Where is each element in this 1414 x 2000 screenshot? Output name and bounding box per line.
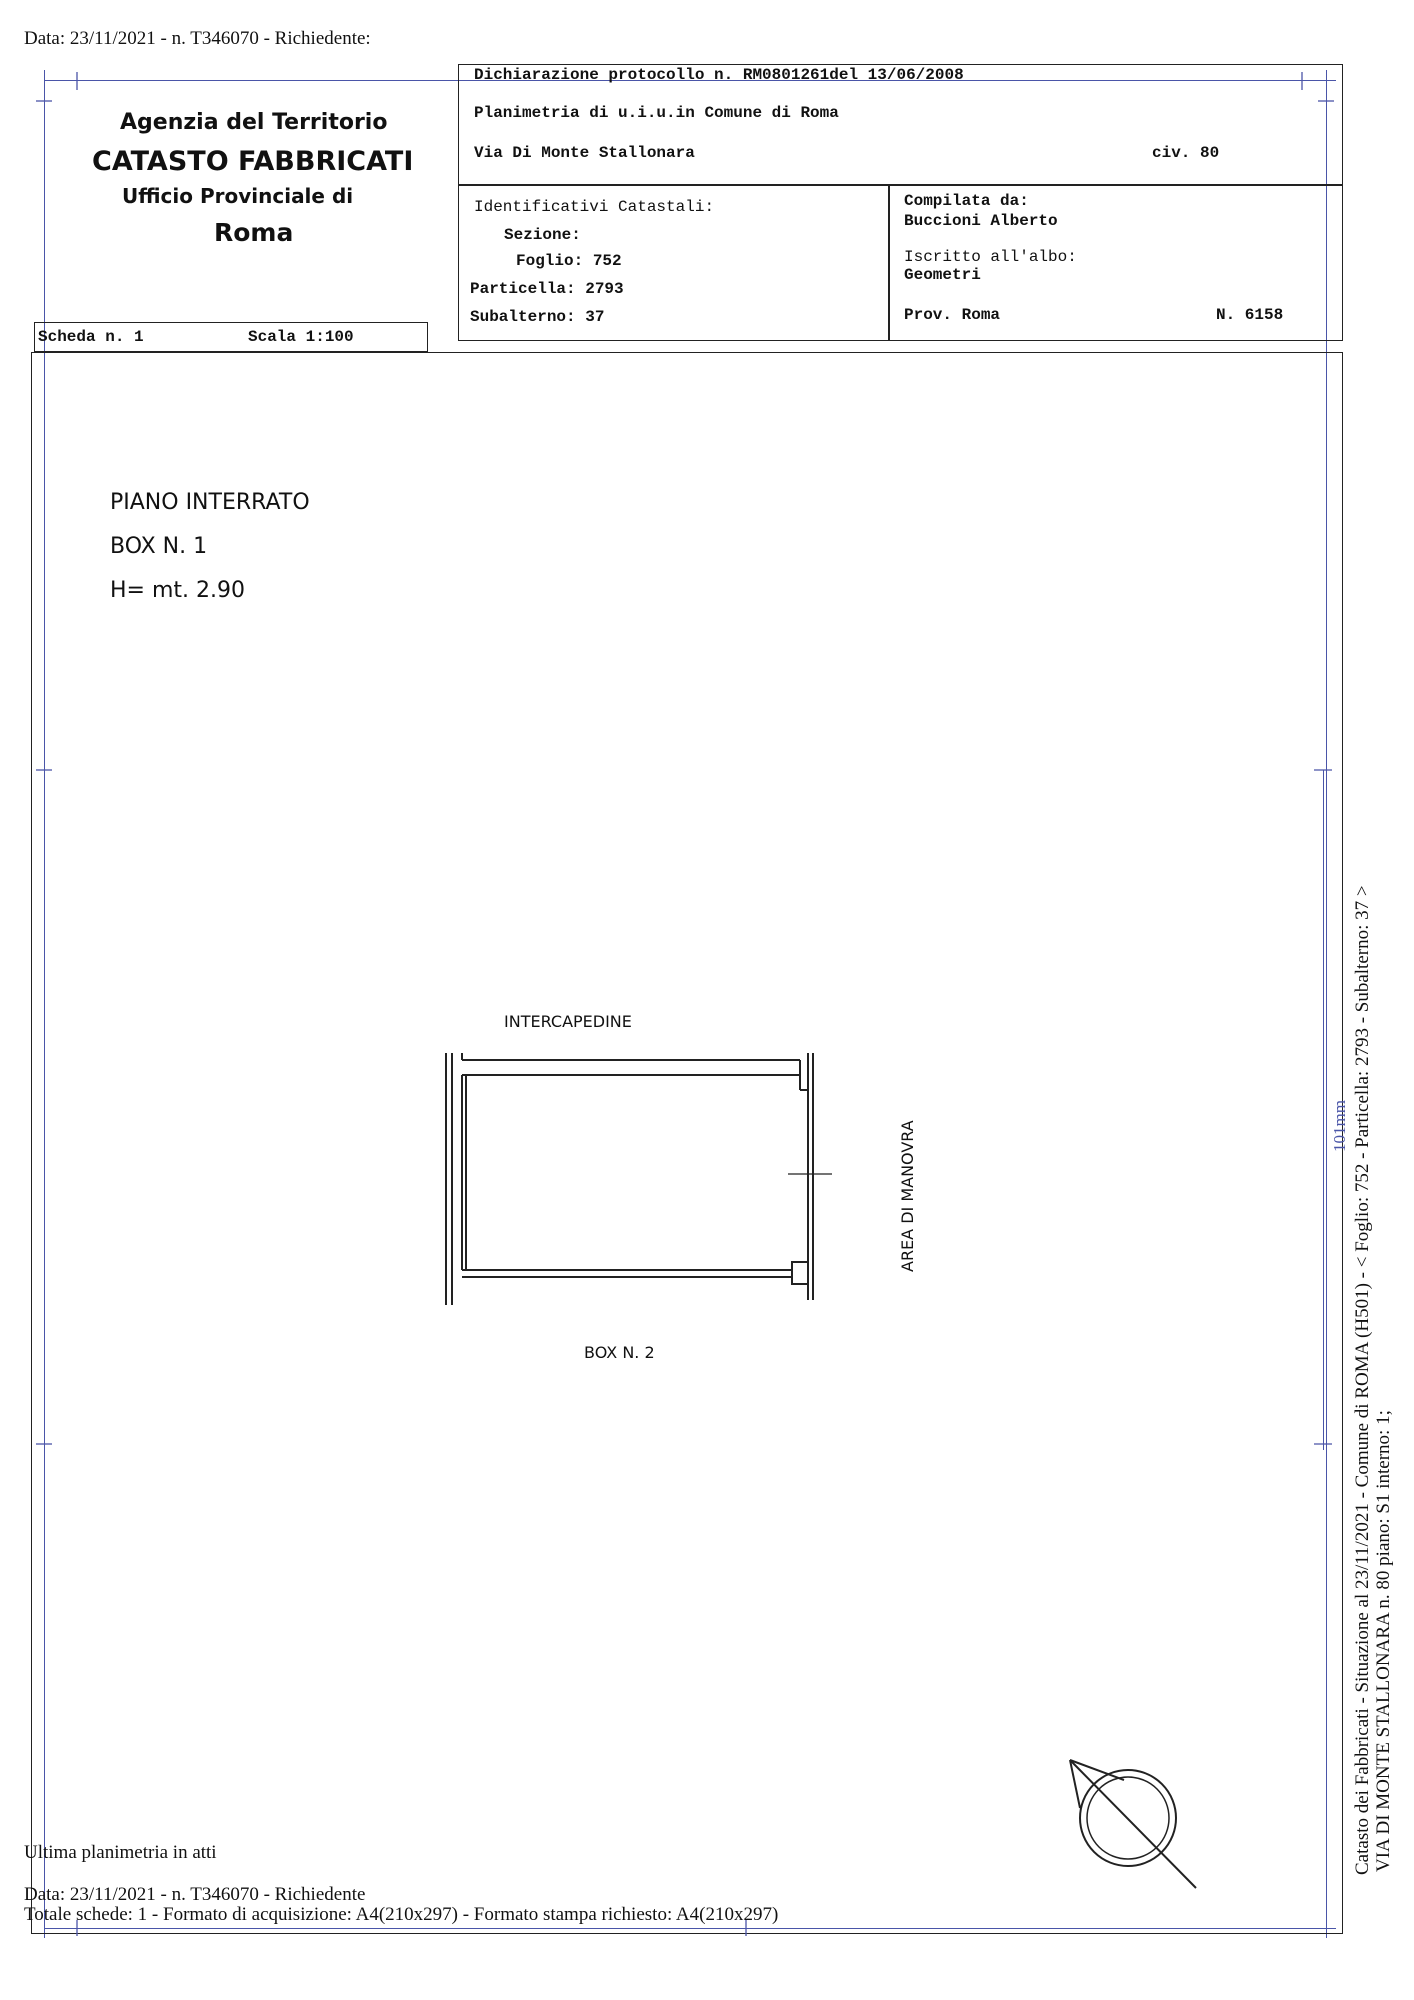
ufficio-city: Roma xyxy=(214,218,294,247)
box-2-label: BOX N. 2 xyxy=(584,1343,655,1362)
albo-value: Geometri xyxy=(904,266,981,284)
area-manovra-label: AREA DI MANOVRA xyxy=(898,1120,917,1272)
side-situazione-line: Catasto dei Fabbricati - Situazione al 23/11/2021 - Comune di ROMA (H501) - < Foglio: 752 - Particella: 2793 - Subalterno: 37 > xyxy=(1352,885,1373,1875)
piano-label: PIANO INTERRATO xyxy=(110,490,310,515)
dichiarazione-protocollo: Dichiarazione protocollo n. RM0801261del 13/06/2008 xyxy=(474,66,964,84)
sezione-field: Sezione: xyxy=(504,226,581,244)
top-request-line: Data: 23/11/2021 - n. T346070 - Richiedente: xyxy=(24,28,371,49)
civic-number: civ. 80 xyxy=(1152,144,1220,162)
identificativi-title: Identificativi Catastali: xyxy=(474,198,715,216)
albo-number: N. 6158 xyxy=(1216,306,1284,324)
provincia-field: Prov. Roma xyxy=(904,306,1001,324)
iscritto-label: Iscritto all'albo: xyxy=(904,248,1077,266)
ufficio-label: Ufficio Provinciale di xyxy=(122,184,354,208)
planimetria-comune: Planimetria di u.i.u.in Comune di Roma xyxy=(474,104,839,122)
footer-request-line: Data: 23/11/2021 - n. T346070 - Richiedente xyxy=(24,1884,366,1905)
north-arrow-icon xyxy=(1070,1760,1196,1888)
via-address: Via Di Monte Stallonara xyxy=(474,144,695,162)
catasto-title: CATASTO FABBRICATI xyxy=(92,146,414,177)
height-label: H= mt. 2.90 xyxy=(110,578,245,603)
agency-name: Agenzia del Territorio xyxy=(120,110,388,135)
ultima-planimetria: Ultima planimetria in atti xyxy=(24,1842,217,1863)
side-address-line: VIA DI MONTE STALLONARA n. 80 piano: S1 interno: 1; xyxy=(1373,1410,1394,1872)
foglio-field: Foglio: 752 xyxy=(516,252,622,270)
scheda-number: Scheda n. 1 xyxy=(38,328,144,346)
compiler-name: Buccioni Alberto xyxy=(904,212,1058,230)
box-1-label: BOX N. 1 xyxy=(110,534,208,559)
footer-formato-line: Totale schede: 1 - Formato di acquisizione: A4(210x297) - Formato stampa richiesto: A4(210x297) xyxy=(24,1904,779,1925)
side-scale-mark: 101mm xyxy=(1330,1100,1349,1152)
particella-field: Particella: 2793 xyxy=(470,280,624,298)
compilata-label: Compilata da: xyxy=(904,192,1029,210)
scheda-scale: Scala 1:100 xyxy=(248,328,354,346)
intercapedine-label: INTERCAPEDINE xyxy=(504,1012,632,1031)
subalterno-field: Subalterno: 37 xyxy=(470,308,605,326)
